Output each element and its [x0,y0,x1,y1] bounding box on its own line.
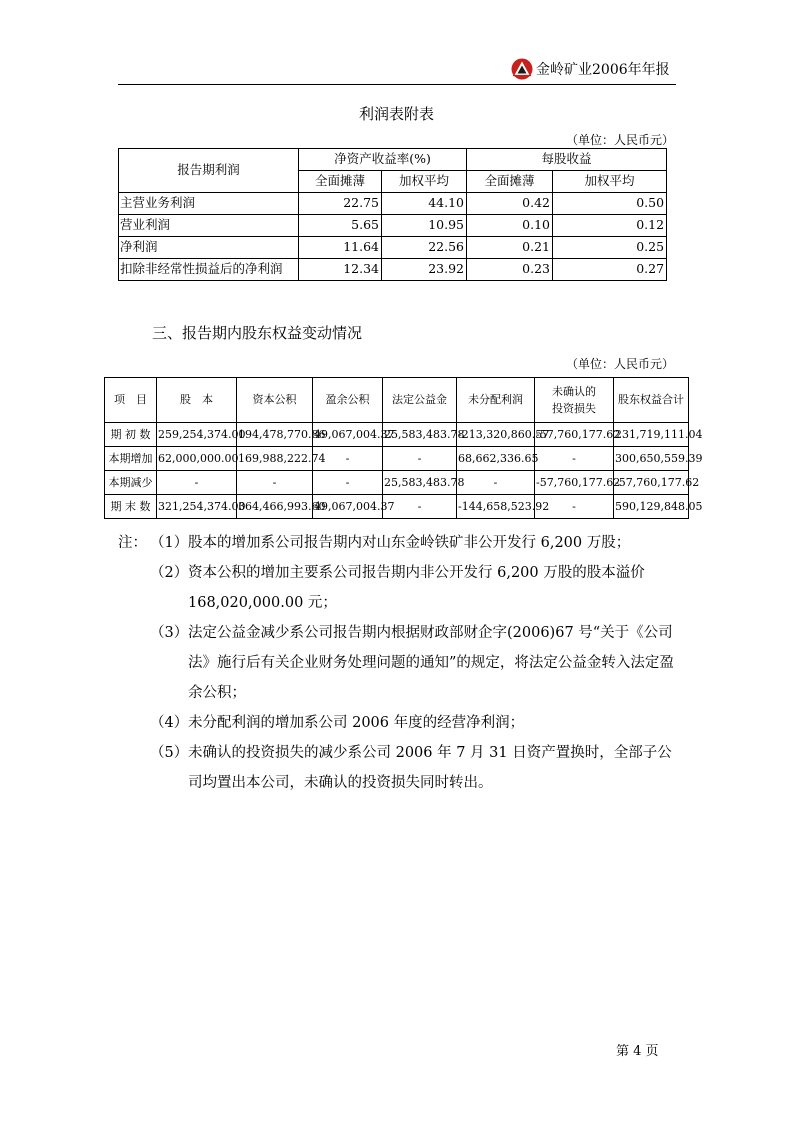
company-logo-icon [511,58,533,80]
table-cell: 22.56 [382,237,467,259]
note-item [118,708,678,738]
table-cell: 49,067,004.37 [313,495,383,519]
table-cell: -213,320,860.57 [457,423,535,447]
table1-group-roe: 净资产收益率(%) [299,149,467,171]
table-cell: 0.21 [467,237,553,259]
table-row [105,447,689,471]
table-cell: 0.25 [553,237,667,259]
header-divider [118,84,676,85]
row-label: 主营业务利润 [119,193,299,215]
table-row [119,259,667,281]
table-cell: - [535,495,614,519]
table-cell: 25,583,483.78 [383,471,457,495]
table-cell: 44.10 [382,193,467,215]
table-row [119,215,667,237]
note-item [118,738,678,798]
report-header-title: 金岭矿业2006年年报 [536,62,670,78]
table-row [105,423,689,447]
table1-corner-header: 报告期利润 [119,149,299,193]
table-cell: 5.65 [299,215,382,237]
table-cell: - [457,471,535,495]
table2-header: 法定公益金 [383,378,457,423]
note-number: （4） [150,715,189,731]
table2-header: 未分配利润 [457,378,535,423]
table-row [105,495,689,519]
equity-change-table [104,377,703,519]
table-cell: 169,988,222.74 [237,447,313,471]
table1-subheader: 全面摊薄 [299,171,382,193]
note-text: 法定公益金减少系公司报告期内根据财政部财企字(2006)67 号“关于《公司法》施行后有关企业财务处理问题的通知”的规定，将法定公益金转入法定盈余公积； [188,625,674,701]
table-row [119,193,667,215]
table-cell: 25,583,483.78 [383,423,457,447]
row-label: 净利润 [119,237,299,259]
table-cell: 0.27 [553,259,667,281]
table-cell: - [157,471,237,495]
table1-subheader: 加权平均 [382,171,467,193]
note-item [118,528,678,558]
table-cell: 0.12 [553,215,667,237]
table-cell: 23.92 [382,259,467,281]
table1-subheader: 全面摊薄 [467,171,553,193]
section-heading: 三、报告期内股东权益变动情况 [152,324,363,342]
row-label: 本期减少 [105,471,157,495]
note-text: 资本公积的增加主要系公司报告期内非公开发行 6,200 万股的股本溢价 168,020,000.00 元； [188,565,645,611]
table2-header: 资本公积 [237,378,313,423]
table-cell: 68,662,336.65 [457,447,535,471]
table-cell: -57,760,177.62 [535,471,614,495]
table-cell: 0.50 [553,193,667,215]
table-cell: 62,000,000.00 [157,447,237,471]
table2-header: 项 目 [105,378,157,423]
table1-unit: （单位：人民币元） [566,133,675,147]
row-label: 期 末 数 [105,495,157,519]
table-cell: 321,254,374.00 [157,495,237,519]
row-label: 扣除非经常性损益后的净利润 [119,259,299,281]
row-label: 营业利润 [119,215,299,237]
table-cell: - [313,471,383,495]
table-cell: 49,067,004.37 [313,423,383,447]
note-item [118,558,678,618]
note-number: （3） [150,625,189,641]
table-cell: - [383,447,457,471]
table-row [105,471,689,495]
table-cell: -144,658,523.92 [457,495,535,519]
note-item [118,618,678,708]
table-cell: - [383,495,457,519]
note-number: （5） [150,745,189,761]
table-cell: 231,719,111.04 [614,423,689,447]
table-cell: 259,254,374.00 [157,423,237,447]
table-cell: 300,650,559.39 [614,447,689,471]
profit-supplement-table [118,148,667,281]
table-cell: 11.64 [299,237,382,259]
note-number: （2） [150,565,189,581]
table-cell: - [535,447,614,471]
table-cell: 0.10 [467,215,553,237]
table2-header: 股东权益合计 [614,378,689,423]
table-cell: 590,129,848.05 [614,495,689,519]
table2-unit: （单位：人民币元） [566,357,675,371]
table-cell: -57,760,177.62 [535,423,614,447]
notes-section [118,528,678,798]
row-label: 期 初 数 [105,423,157,447]
table-row [119,237,667,259]
table1-subheader: 加权平均 [553,171,667,193]
table-cell: 364,466,993.60 [237,495,313,519]
row-label: 本期增加 [105,447,157,471]
note-text: 未确认的投资损失的减少系公司 2006 年 7 月 31 日资产置换时，全部子公司均置出本公司，未确认的投资损失同时转出。 [188,745,672,791]
table2-header: 未确认的投资损失 [535,378,614,423]
table1-title: 利润表附表 [358,105,434,123]
table-cell: - [313,447,383,471]
note-number: （1） [150,535,189,551]
table2-header: 股 本 [157,378,237,423]
table-cell: 0.23 [467,259,553,281]
table-cell: 22.75 [299,193,382,215]
notes-prefix: 注： [118,535,147,551]
table1-group-eps: 每股收益 [467,149,667,171]
note-text: 未分配利润的增加系公司 2006 年度的经营净利润； [188,715,525,731]
table-cell: 0.42 [467,193,553,215]
table-cell: -57,760,177.62 [614,471,689,495]
table-cell: 10.95 [382,215,467,237]
table-cell: - [237,471,313,495]
table2-header: 盈余公积 [313,378,383,423]
table-cell: 12.34 [299,259,382,281]
note-text: 股本的增加系公司报告期内对山东金岭铁矿非公开发行 6,200 万股； [188,535,631,551]
table-cell: 194,478,770.86 [237,423,313,447]
page-number: 第 4 页 [616,1044,659,1059]
